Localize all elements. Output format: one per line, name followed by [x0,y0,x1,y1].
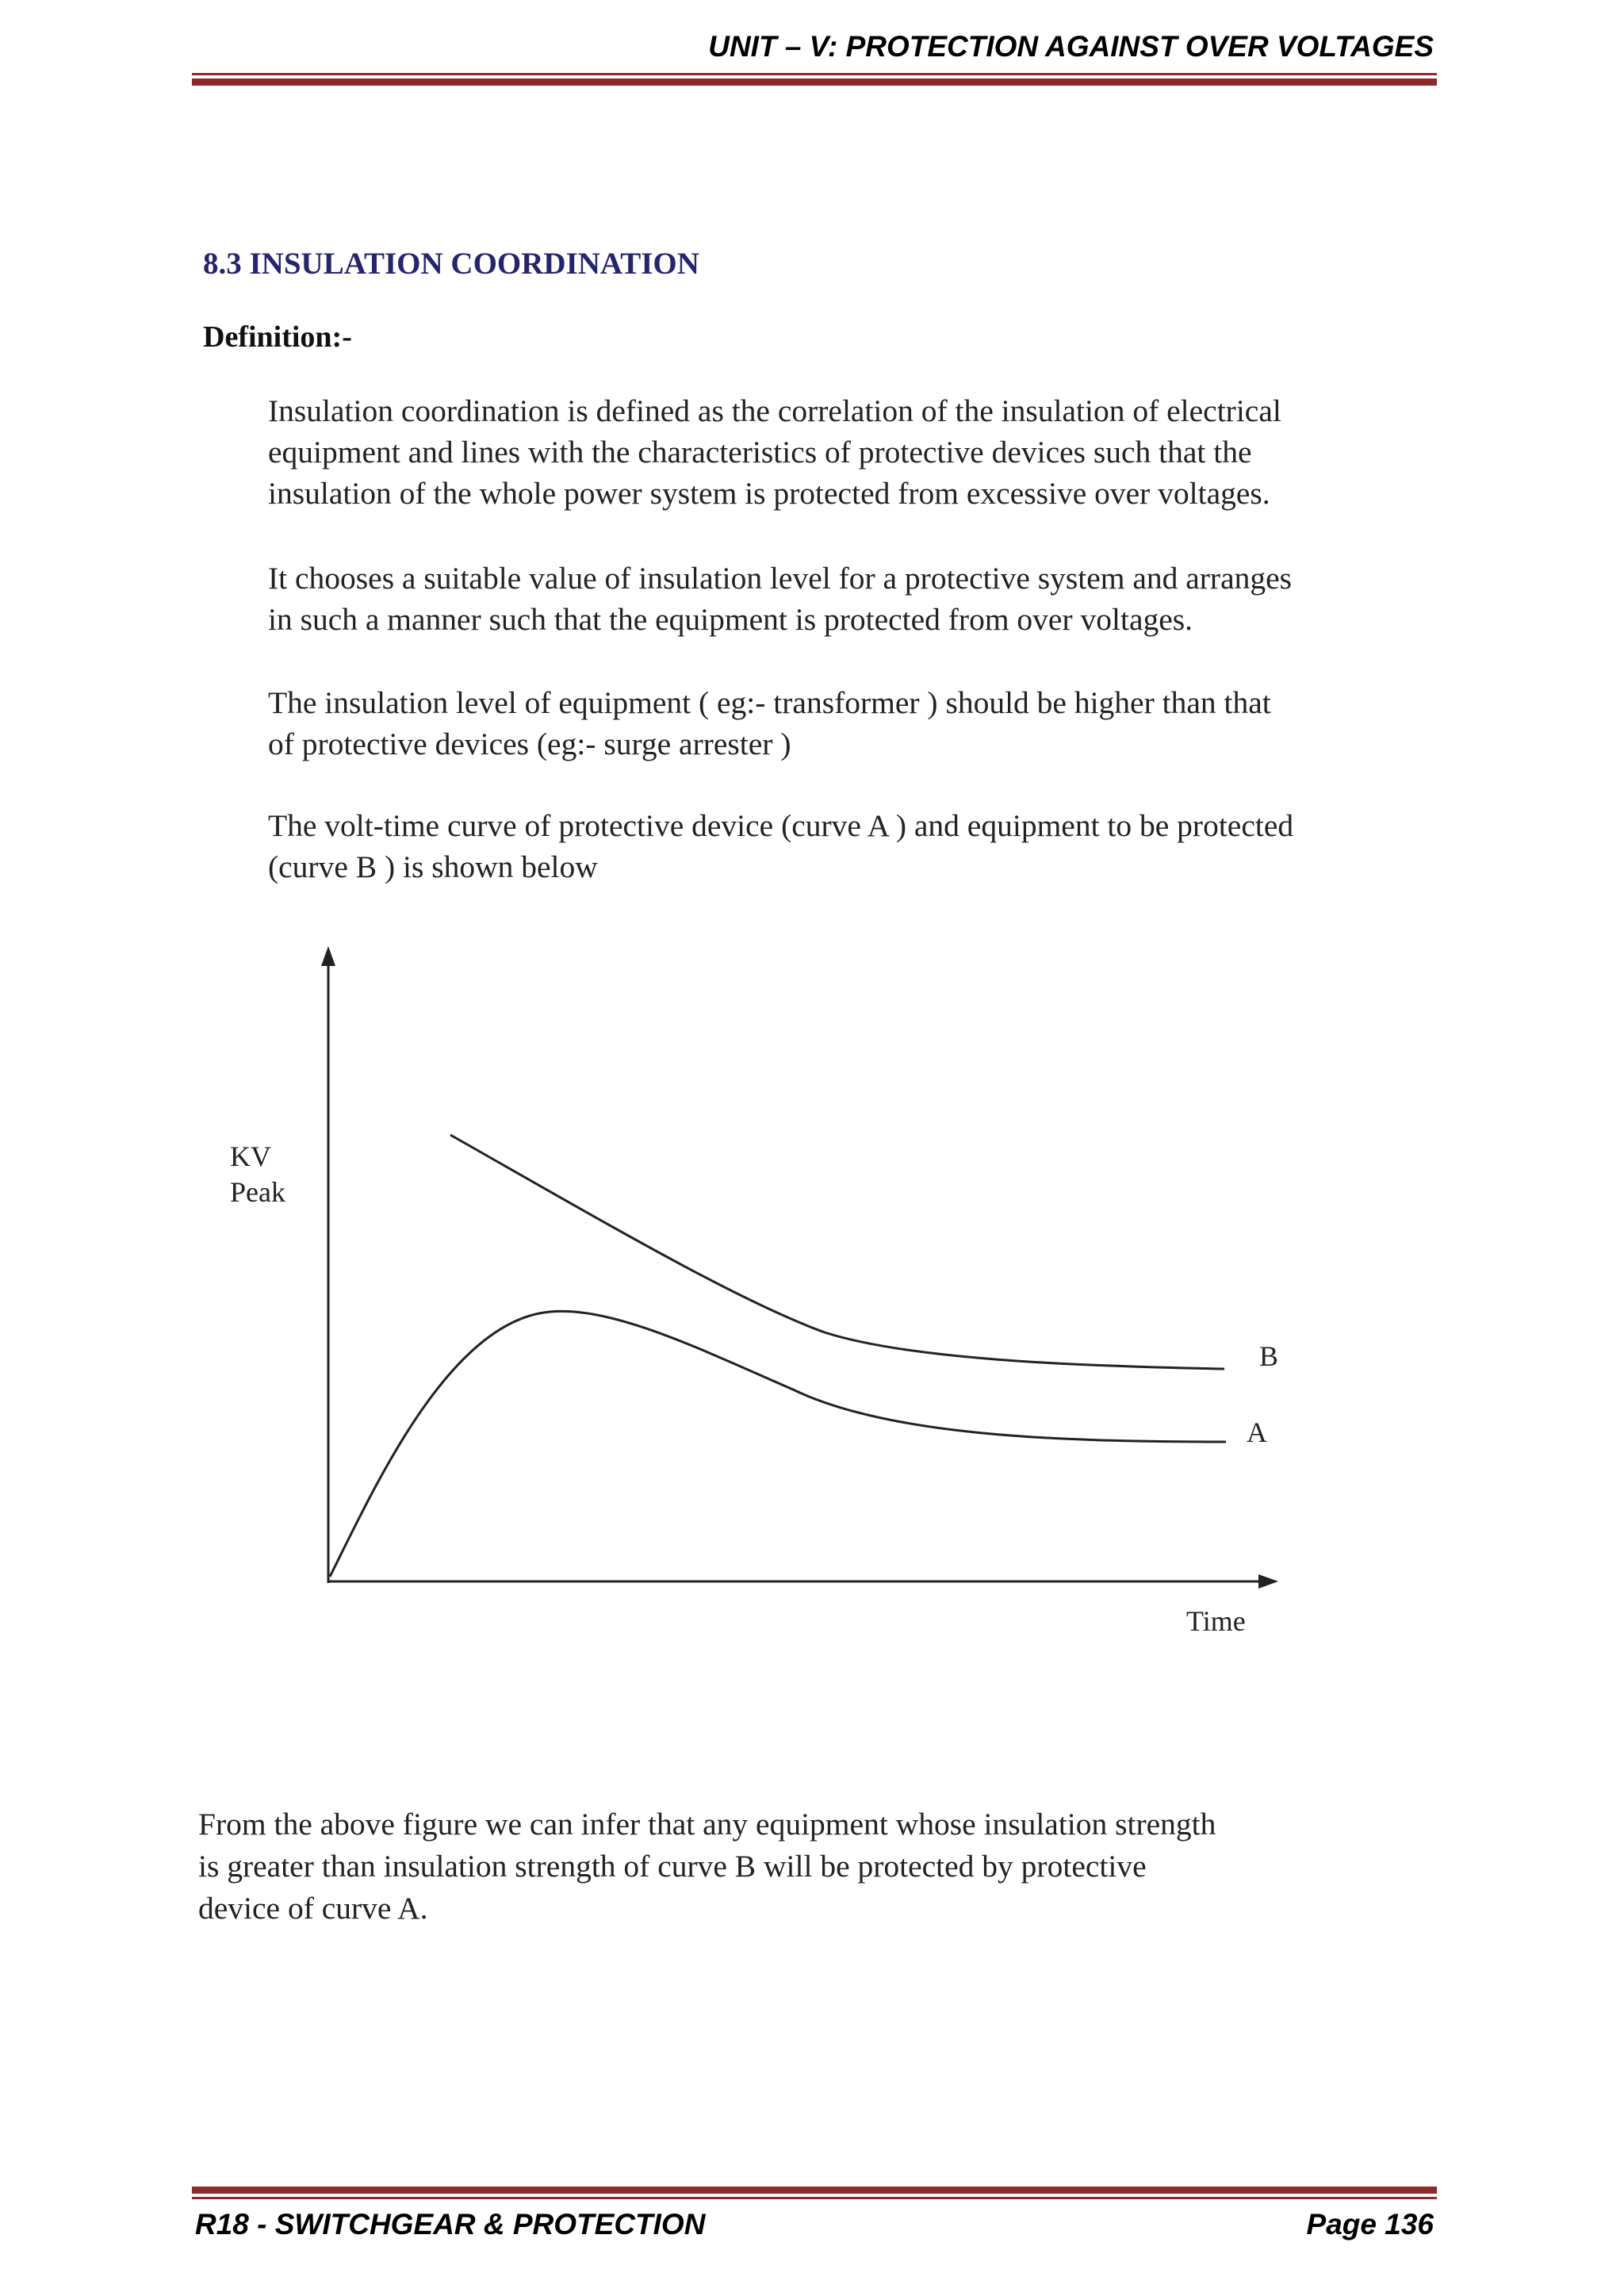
curve-a-label: A [1247,1416,1267,1448]
text-line: device of curve A. [198,1891,428,1926]
footer-rule [192,2187,1437,2199]
text-line: The insulation level of equipment ( eg:- transformer ) should be higher than that [268,685,1271,720]
curve-b [450,1135,1224,1369]
section-title: 8.3 INSULATION COORDINATION [203,247,699,281]
x-axis-label: Time [1186,1605,1246,1637]
definition-label: Definition:- [203,320,352,354]
text-line: From the above figure we can infer that any equipment whose insulation strength [198,1807,1216,1842]
curve-a [330,1311,1226,1577]
text-line: The volt-time curve of protective device (curve A ) and equipment to be protected [268,808,1294,843]
y-axis-label-peak: Peak [230,1176,285,1208]
header-title: UNIT – V: PROTECTION AGAINST OVER VOLTAGES [708,30,1434,63]
curve-b-label: B [1259,1340,1279,1372]
text-line: is greater than insulation strength of curve B will be protected by protective [198,1849,1147,1884]
y-axis-label-kv: KV [230,1140,271,1172]
text-line: in such a manner such that the equipment is protected from over voltages. [268,602,1193,637]
text-line: insulation of the whole power system is protected from excessive over voltages. [268,476,1270,511]
x-axis [328,1574,1278,1589]
text-line: (curve B ) is shown below [268,849,598,884]
text-line: It chooses a suitable value of insulation level for a protective system and arranges [268,561,1293,596]
y-axis [321,946,335,1583]
text-line: Insulation coordination is defined as the correlation of the insulation of electrical [268,393,1281,428]
text-line: of protective devices (eg:- surge arrester ) [268,726,791,761]
footer-course: R18 - SWITCHGEAR & PROTECTION [195,2208,706,2240]
footer-page-number: Page 136 [1306,2208,1434,2240]
text-line: equipment and lines with the characteristics of protective devices such that the [268,435,1252,470]
conclusion-paragraph [198,1803,1435,1930]
